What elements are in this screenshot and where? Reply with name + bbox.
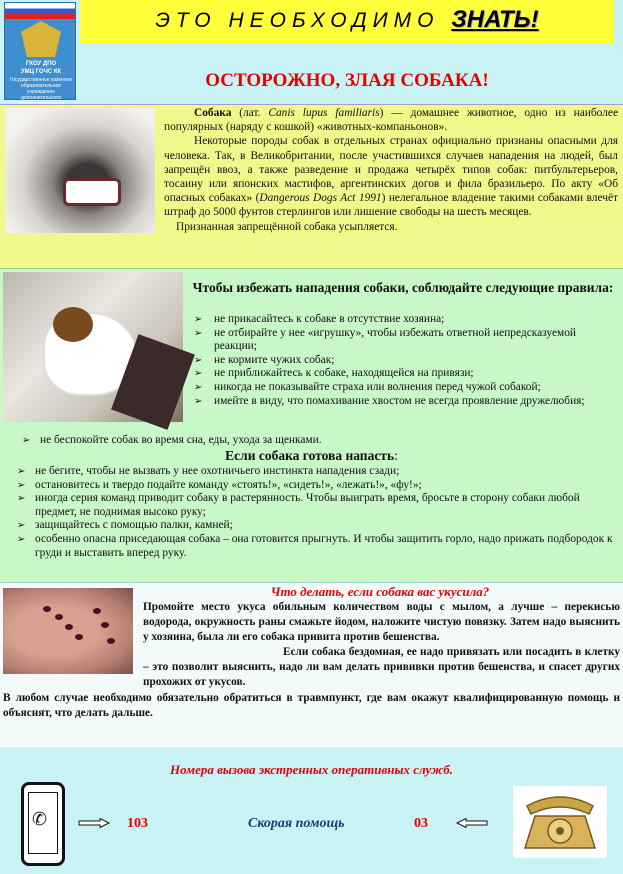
lead-word: Собака [194, 107, 232, 119]
mobile-phone-icon: ✆ [21, 782, 65, 866]
section1-text [8, 106, 618, 234]
list-item: ➢ особенно опасна приседающая собака – она готовится прыгнуть. И чтобы защитить горло, надо прижать подбородок к груди и выставить вперед руку. [15, 533, 620, 560]
organization-logo [4, 2, 76, 100]
dog-attacking-photo [3, 272, 183, 422]
list-item: ➢ не приближайтесь к собаке, находящейся на привязи; [192, 367, 618, 381]
rules-list [192, 313, 618, 408]
logo-top-label: ГКОУ ДПО [25, 61, 57, 67]
flag-stripes [5, 3, 75, 19]
attack-heading-text: Если собака готова напасть [225, 448, 395, 463]
attack-heading [0, 448, 623, 464]
list-item: ➢ не кормите чужих собак; [192, 354, 618, 368]
list-item: ➢ имейте в виду, что помахивание хвостом не всегда проявление дружелюбия; [192, 395, 618, 409]
banner-prefix: ЭТО НЕОБХОДИМО [155, 9, 440, 32]
bite-para1: Промойте место укуса обильным количеством воды с мылом, а лучше – перекисью водорода, окружность раны смажьте йодом, наложите чистую повязку. Затем надо выяснить у хозяина, была ли его собака привита против бешенства. [143, 601, 620, 644]
arrow-right-icon [78, 818, 110, 828]
logo-bottom-label: УМЦ ГОЧС КК [20, 69, 62, 75]
lead-part2: ) — домашнее животное, одно из наиболее популярных (наряду с кошкой) «животных-компаньонов». [164, 107, 619, 134]
lead-part1: (лат. [231, 107, 269, 119]
bite-para2: Если собака бездомная, ее надо привязать или посадить в клетку – это позволит выяснить, надо ли вам делать прививки против бешенства, и спасет других прохожих от укусов. [143, 646, 620, 689]
lead-latin: Canis lupus familiaris [268, 107, 380, 119]
banner-emphasis: ЗНАТЬ! [451, 6, 539, 33]
rules-heading: Чтобы избежать нападения собаки, соблюдайте следующие правила: [192, 280, 614, 295]
para2-italic: Dangerous Dogs Act 1991 [259, 192, 382, 205]
logo-caption: Государственное казенное образовательное учреждение дополнительного [9, 77, 73, 101]
bite-text [3, 600, 620, 721]
list-item: ➢ никогда не показывайте страха или волнения перед чужой собакой; [192, 381, 618, 395]
para2-a: Некоторые породы собак в отдельных странах официально признаны опасными для человека. Так, в Великобритании, после участившихся случаев нападения на людей, был запрещён ввоз, а также разведение и продажа четырёх типов собак: питбультерьеров, тосаину или японских мастифов, аргентинских догов и фила бразильеро. По акту «Об опасных собаках» ( [164, 135, 618, 205]
list-item: ➢ остановитесь и твердо подайте команду «стоять!», «сидеть!», «лежать!», «фу!»; [15, 479, 620, 493]
shield-emblem-icon [21, 21, 61, 57]
list-item: ➢ не прикасайтесь к собаке в отсутствие хозяина; [192, 313, 618, 327]
emergency-heading: Номера вызова экстренных оперативных служб. [170, 762, 453, 777]
service-name: Скорая помощь [248, 816, 345, 831]
rotary-phone-icon [513, 786, 607, 858]
banner-text [80, 6, 614, 34]
attack-list [15, 465, 620, 560]
landline-number: 03 [414, 816, 428, 831]
mobile-number: 103 [127, 816, 148, 831]
dog-head-shape [53, 307, 93, 342]
list-item: ➢ не беспокойте собак во время сна, еды, ухода за щенками. [20, 434, 600, 448]
list-item: ➢ защищайтесь с помощью палки, камней; [15, 519, 620, 533]
rules-list-last [20, 434, 600, 448]
page-title: ОСТОРОЖНО, ЗЛАЯ СОБАКА! [205, 70, 489, 91]
list-item: ➢ иногда серия команд приводит собаку в растерянность. Чтобы выиграть время, бросьте в сторону собаки любой предмет, не поднимая высоко руку; [15, 492, 620, 519]
list-item: ➢ не отбирайте у нее «игрушку», чтобы избежать ответной непредсказуемой реакции; [192, 327, 618, 354]
attack-heading-colon: : [394, 448, 398, 463]
bite-heading: Что делать, если собака вас укусила? [270, 584, 490, 599]
para2-b: ) нелегальное владение такими собаками влечёт штраф до 5000 фунтов стерлингов или лишение свободы на шесть месяцев. [164, 192, 619, 219]
bite-para3: В любом случае необходимо обязательно обратиться в травмпункт, где вам окажут квалифицированную помощь и объяснят, что делать дальше. [3, 691, 620, 719]
arrow-left-icon [456, 818, 488, 828]
list-item: ➢ не бегите, чтобы не вызвать у нее охотничьего инстинкта нападения сзади; [15, 465, 620, 479]
section1-para3: Признанная запрещённой собака усыпляется. [176, 220, 398, 233]
